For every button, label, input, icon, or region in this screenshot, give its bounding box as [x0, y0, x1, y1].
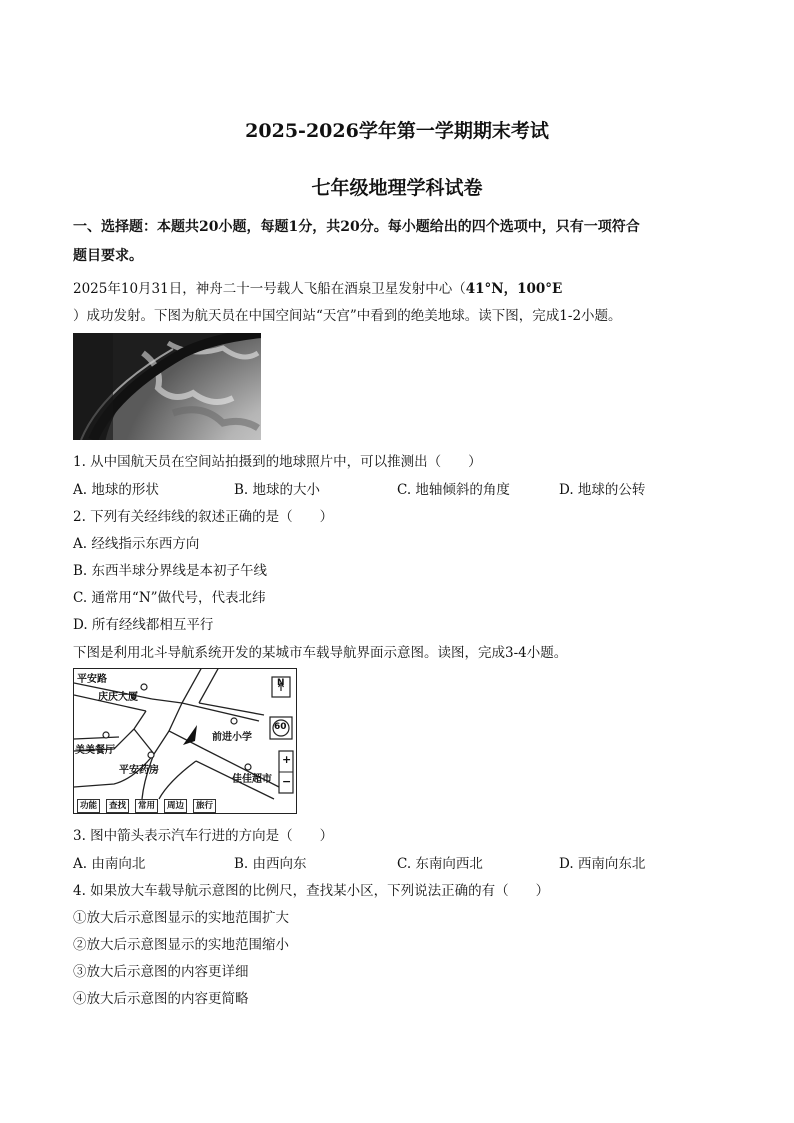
q4-item-3: ③放大后示意图的内容更详细 [73, 964, 249, 980]
speed-limit-label: 60 [274, 722, 287, 732]
section-heading-line2: 题目要求。 [73, 248, 143, 264]
zoom-in-button[interactable]: + [282, 753, 292, 766]
map-button-travel[interactable]: 旅行 [193, 799, 216, 813]
section-heading-line1: 一、选择题：本题共20小题，每题1分，共20分。每小题给出的四个选项中，只有一项符合 [73, 219, 640, 235]
q1-option-d[interactable]: D. 地球的公转 [559, 482, 646, 498]
exam-title: 2025-2026学年第一学期期末考试 [245, 120, 549, 142]
intro1-coordinates: 41°N，100°E [465, 281, 563, 297]
map-label-road: 平安路 [77, 674, 107, 685]
q2-option-a[interactable]: A. 经线指示东西方向 [73, 536, 200, 552]
q1-option-c[interactable]: C. 地轴倾斜的角度 [397, 482, 510, 498]
navigation-map [73, 668, 297, 814]
q4-item-2: ②放大后示意图显示的实地范围缩小 [73, 937, 289, 953]
map-button-function[interactable]: 功能 [77, 799, 100, 813]
intro1-line2: ）成功发射。下图为航天员在中国空间站“天宫”中看到的绝美地球。读下图，完成1-2小题。 [73, 308, 622, 324]
zoom-out-button[interactable]: − [282, 775, 292, 788]
q4-stem: 4. 如果放大车载导航示意图的比例尺，查找某小区，下列说法正确的有（ ） [73, 883, 550, 899]
q2-option-c[interactable]: C. 通常用“N”做代号，代表北纬 [73, 590, 266, 606]
map-button-frequent[interactable]: 常用 [135, 799, 158, 813]
q4-item-4: ④放大后示意图的内容更简略 [73, 991, 249, 1007]
map-label-school: 前进小学 [212, 732, 252, 743]
map-label-pharmacy: 平安药房 [119, 765, 159, 776]
compass-north-label: N [277, 678, 285, 688]
earth-photo-graphic [73, 333, 261, 440]
intro1-line1 [73, 277, 562, 297]
q1-stem: 1. 从中国航天员在空间站拍摄到的地球照片中，可以推测出（ ） [73, 454, 482, 470]
exam-subtitle: 七年级地理学科试卷 [311, 177, 483, 199]
map-label-restaurant: 美美餐厅 [75, 745, 115, 756]
intro1-text: 2025年10月31日，神舟二十一号载人飞船在酒泉卫星发射中心（ [73, 281, 466, 297]
q1-option-a[interactable]: A. 地球的形状 [73, 482, 159, 498]
q2-option-b[interactable]: B. 东西半球分界线是本初子午线 [73, 563, 268, 579]
map-label-market: 佳佳超市 [232, 774, 272, 785]
q1-option-b[interactable]: B. 地球的大小 [234, 482, 321, 498]
map-button-nearby[interactable]: 周边 [164, 799, 187, 813]
q3-option-b[interactable]: B. 由西向东 [234, 856, 307, 872]
q3-stem: 3. 图中箭头表示汽车行进的方向是（ ） [73, 828, 334, 844]
map-button-search[interactable]: 查找 [106, 799, 129, 813]
intro2-text: 下图是利用北斗导航系统开发的某城市车载导航界面示意图。读图，完成3-4小题。 [73, 645, 568, 661]
q4-item-1: ①放大后示意图显示的实地范围扩大 [73, 910, 289, 926]
q3-option-a[interactable]: A. 由南向北 [73, 856, 146, 872]
earth-photo [73, 333, 261, 440]
map-label-building: 庆庆大厦 [98, 692, 138, 703]
q2-option-d[interactable]: D. 所有经线都相互平行 [73, 617, 214, 633]
q3-option-c[interactable]: C. 东南向西北 [397, 856, 483, 872]
q3-option-d[interactable]: D. 西南向东北 [559, 856, 646, 872]
q2-stem: 2. 下列有关经纬线的叙述正确的是（ ） [73, 509, 334, 525]
